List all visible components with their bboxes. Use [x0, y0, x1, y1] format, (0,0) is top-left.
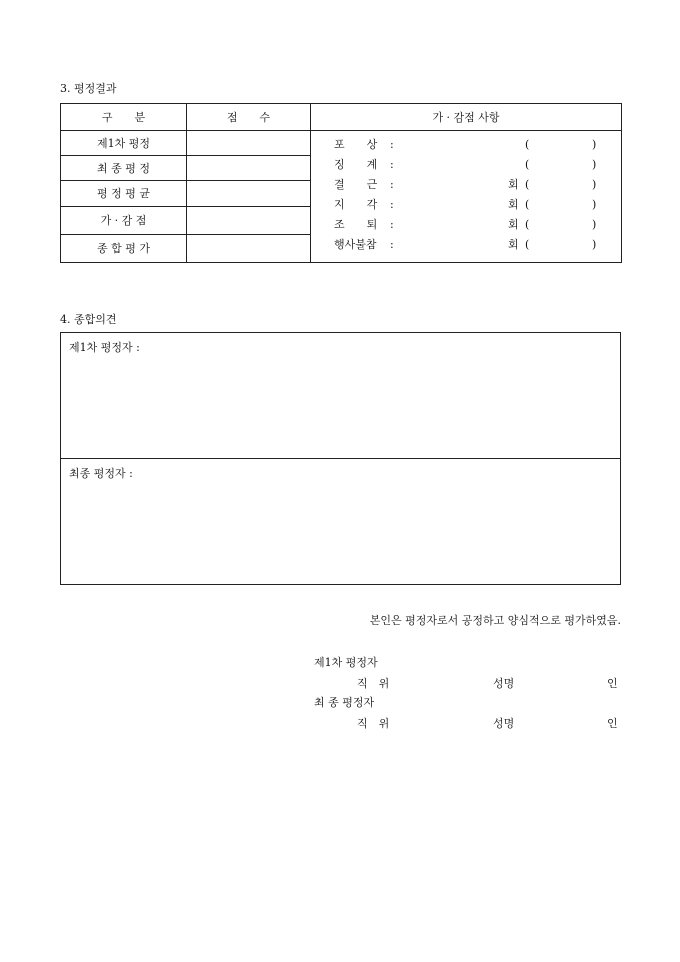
adjustment-item: 포 상 : ( ) [311, 136, 621, 154]
section3-title: 3. 평정결과 [60, 82, 117, 95]
evaluation-result-table [60, 103, 622, 263]
adjustment-name: 행사불참 [334, 238, 377, 251]
first-evaluator-title: 제1차 평정자 [314, 656, 378, 669]
adjustment-item: 결 근 : 회 ( ) [311, 176, 621, 194]
score-cell-overall[interactable] [187, 234, 311, 262]
final-evaluator-title: 최 종 평정자 [314, 696, 375, 709]
row-label-adjust: 가 · 감 점 [61, 206, 187, 234]
header-score: 점 수 [187, 104, 311, 131]
row-label-final: 최 종 평 정 [61, 156, 187, 181]
first-name-label: 성명 [493, 677, 515, 690]
adjustment-item: 조 퇴 : 회 ( ) [311, 216, 621, 234]
adjustments-cell [311, 131, 622, 263]
adjustment-name: 결 근 [334, 178, 378, 191]
final-evaluator-opinion-label: 최종 평정자 : [69, 467, 133, 480]
first-seal-label: 인 [607, 677, 618, 690]
adjustment-name: 지 각 [334, 198, 378, 211]
adjustment-name: 조 퇴 [334, 218, 378, 231]
declaration-text: 본인은 평정자로서 공정하고 양심적으로 평가하였음. [369, 614, 621, 627]
final-seal-label: 인 [607, 717, 618, 730]
section4-title: 4. 종합의견 [60, 313, 117, 326]
score-cell-first[interactable] [187, 131, 311, 156]
row-label-average: 평 정 평 균 [61, 181, 187, 206]
header-adjustments: 가 · 감점 사항 [311, 104, 622, 131]
first-evaluator-opinion-box[interactable] [60, 332, 621, 459]
adjustment-name: 징 계 [334, 158, 378, 171]
first-evaluator-opinion-label: 제1차 평정자 : [69, 341, 140, 354]
final-name-label: 성명 [493, 717, 515, 730]
adjustment-item: 행사불참 : 회 ( ) [311, 236, 621, 254]
row-label-overall: 종 합 평 가 [61, 234, 187, 262]
score-cell-final[interactable] [187, 156, 311, 181]
header-category: 구 분 [61, 104, 187, 131]
score-cell-adjust[interactable] [187, 206, 311, 234]
row-label-first: 제1차 평정 [61, 131, 187, 156]
adjustment-item: 징 계 : ( ) [311, 156, 621, 174]
score-cell-average[interactable] [187, 181, 311, 206]
adjustment-name: 포 상 [334, 138, 378, 151]
final-evaluator-opinion-box[interactable] [60, 458, 621, 585]
first-position-label: 직 위 [357, 677, 390, 690]
adjustment-item: 지 각 : 회 ( ) [311, 196, 621, 214]
final-position-label: 직 위 [357, 717, 390, 730]
